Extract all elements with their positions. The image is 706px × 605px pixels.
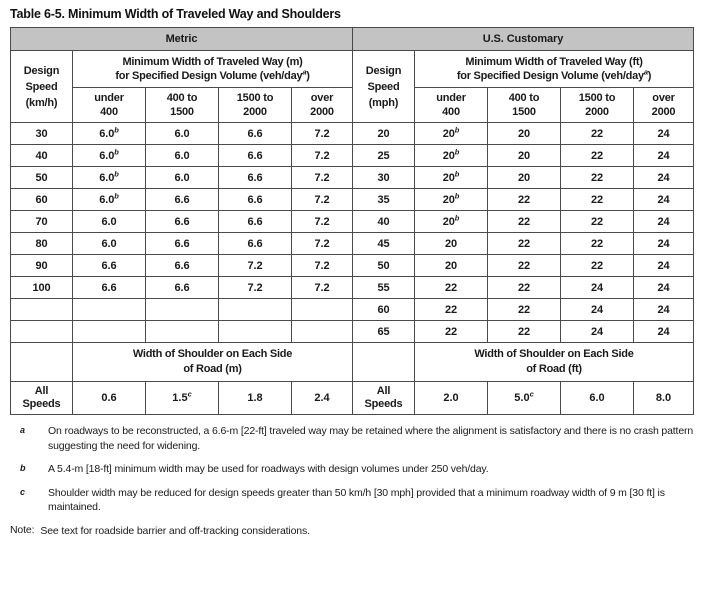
footnote-a-text: On roadways to be reconstructed, a 6.6-m [22-ft] traveled way may be retained where the alignment is satisfactory and there is no crash pattern suggesting the need for widening.	[48, 425, 694, 452]
metric-value-cell-0: 6.0$^b$	[73, 145, 146, 167]
us-col1-line2: 1500	[512, 106, 536, 118]
metric-shoulder-value-0: 0.6	[73, 382, 146, 415]
metric-value-cell-1	[146, 321, 219, 343]
us-value-cell-0: 20$^b$	[415, 145, 488, 167]
us-speed-cell: 50	[353, 255, 415, 277]
us-shoulder-value-3: 8.0	[634, 382, 694, 415]
us-value-cell-2: 22	[561, 123, 634, 145]
metric-speed-cell: 60	[11, 189, 73, 211]
metric-shoulder-header	[73, 343, 353, 382]
metric-shoulder-sup-1: c	[187, 389, 192, 399]
us-shoulder-spacer	[353, 343, 415, 382]
shoulder-value-row	[11, 382, 694, 415]
metric-speed-cell: 70	[11, 211, 73, 233]
us-value-cell-2: 24	[561, 277, 634, 299]
system-band-row	[11, 28, 694, 51]
metric-speed-cell: 90	[11, 255, 73, 277]
us-shoulder-line1: Width of Shoulder on Each Side	[474, 348, 634, 360]
metric-speed-cell: 30	[11, 123, 73, 145]
band-metric: Metric	[11, 28, 353, 51]
table-row	[11, 211, 694, 233]
metric-group-header	[73, 51, 353, 88]
metric-design-speed-header	[11, 51, 73, 123]
metric-col0-line2: 400	[100, 106, 118, 118]
metric-value-cell-2: 7.2	[219, 255, 292, 277]
us-value-cell-0: 22	[415, 299, 488, 321]
us-col-header-1	[488, 88, 561, 123]
us-col0-line2: 400	[442, 106, 460, 118]
metric-value-cell-0: 6.0	[73, 233, 146, 255]
metric-value-cell-2: 6.6	[219, 167, 292, 189]
us-footnote-marker-0: b	[454, 124, 460, 134]
us-value-cell-3: 24	[634, 167, 694, 189]
us-speed-cell: 35	[353, 189, 415, 211]
metric-value-cell-2	[219, 299, 292, 321]
note-label: Note:	[10, 523, 35, 536]
us-value-cell-0: 20$^b$	[415, 167, 488, 189]
footnote-c-marker: c	[20, 486, 26, 497]
metric-value-cell-2: 6.6	[219, 233, 292, 255]
metric-footnote-marker-0: b	[114, 168, 119, 178]
us-value-cell-2: 24	[561, 299, 634, 321]
metric-value-cell-0: 6.0	[73, 211, 146, 233]
table-note	[10, 524, 694, 539]
us-col1-line1: 400 to	[508, 92, 540, 104]
us-speed-cell: 60	[353, 299, 415, 321]
us-value-cell-0: 20$^b$	[415, 211, 488, 233]
metric-value-cell-1: 6.0	[146, 167, 219, 189]
us-speed-line1: Design	[365, 64, 402, 77]
metric-value-cell-1: 6.6	[146, 233, 219, 255]
table-row	[11, 277, 694, 299]
us-footnote-marker-0: b	[454, 168, 460, 178]
us-shoulder-value-2: 6.0	[561, 382, 634, 415]
us-value-cell-2: 22	[561, 233, 634, 255]
column-header-row	[11, 88, 694, 123]
group-header-row	[11, 51, 694, 88]
metric-shoulder-value-3: 2.4	[292, 382, 353, 415]
us-value-cell-0: 20$^b$	[415, 189, 488, 211]
us-col0-line1: under	[436, 92, 466, 104]
metric-col-header-0	[73, 88, 146, 123]
us-speed-cell: 25	[353, 145, 415, 167]
us-value-cell-3: 24	[634, 145, 694, 167]
us-shoulder-line2: of Road (ft)	[526, 363, 582, 375]
us-value-cell-0: 20	[415, 255, 488, 277]
metric-value-cell-2	[219, 321, 292, 343]
us-group-header	[415, 51, 694, 88]
us-col-header-2	[561, 88, 634, 123]
us-value-cell-0: 22	[415, 321, 488, 343]
us-col-header-3	[634, 88, 694, 123]
us-value-cell-3: 24	[634, 321, 694, 343]
metric-speed-line2: Speed	[25, 80, 58, 93]
metric-col3-line1: over	[310, 92, 334, 104]
band-us-customary: U.S. Customary	[353, 28, 694, 51]
metric-value-cell-2: 6.6	[219, 145, 292, 167]
us-group-line2: for Specified Design Volume (veh/day$^a$)	[456, 67, 652, 82]
us-value-cell-2: 22	[561, 211, 634, 233]
metric-value-cell-0: 6.6	[73, 277, 146, 299]
metric-value-cell-3: 7.2	[292, 189, 353, 211]
metric-value-cell-3: 7.2	[292, 277, 353, 299]
us-speed-cell: 45	[353, 233, 415, 255]
us-value-cell-2: 24	[561, 321, 634, 343]
us-col2-line1: 1500 to	[578, 92, 616, 104]
us-col2-line2: 2000	[585, 106, 609, 118]
metric-all-line1: All	[34, 385, 49, 397]
metric-all-speeds-label	[11, 382, 73, 415]
metric-footnote-marker-0: b	[114, 190, 119, 200]
us-col3-line1: over	[652, 92, 675, 104]
metric-speed-cell: 80	[11, 233, 73, 255]
metric-col2-line2: 2000	[243, 106, 267, 118]
table-row	[11, 299, 694, 321]
us-value-cell-3: 24	[634, 233, 694, 255]
metric-group-footnote-marker: a	[302, 67, 307, 77]
metric-value-cell-1: 6.6	[146, 189, 219, 211]
us-value-cell-0: 20	[415, 233, 488, 255]
metric-speed-cell	[11, 299, 73, 321]
us-value-cell-2: 22	[561, 189, 634, 211]
us-value-cell-2: 22	[561, 145, 634, 167]
us-speed-line3: (mph)	[368, 96, 399, 109]
footnote-b-marker: b	[20, 463, 26, 473]
us-speed-cell: 55	[353, 277, 415, 299]
us-value-cell-1: 22	[488, 321, 561, 343]
table-row	[11, 167, 694, 189]
table-row	[11, 123, 694, 145]
metric-footnote-marker-0: b	[114, 124, 119, 134]
metric-col-header-2	[219, 88, 292, 123]
metric-value-cell-0: 6.0$^b$	[73, 123, 146, 145]
table-row	[11, 255, 694, 277]
metric-value-cell-0: 6.0$^b$	[73, 189, 146, 211]
us-shoulder-sup-1: c	[529, 389, 534, 399]
us-group-footnote-marker: a	[643, 67, 648, 77]
metric-col-header-1	[146, 88, 219, 123]
metric-value-cell-1: 6.0	[146, 123, 219, 145]
us-value-cell-3: 24	[634, 277, 694, 299]
metric-shoulder-spacer	[11, 343, 73, 382]
metric-col0-line1: under	[94, 92, 124, 104]
us-footnote-marker-0: b	[454, 190, 460, 200]
metric-group-line2: for Specified Design Volume (veh/day$^a$)	[115, 67, 310, 82]
footnote-c	[10, 486, 694, 515]
table-row	[11, 145, 694, 167]
metric-value-cell-1	[146, 299, 219, 321]
us-value-cell-1: 20	[488, 167, 561, 189]
metric-value-cell-0: 6.6	[73, 255, 146, 277]
us-value-cell-0: 22	[415, 277, 488, 299]
shoulder-header-row	[11, 343, 694, 382]
metric-value-cell-3: 7.2	[292, 167, 353, 189]
us-value-cell-3: 24	[634, 189, 694, 211]
metric-value-cell-2: 7.2	[219, 277, 292, 299]
metric-value-cell-1: 6.0	[146, 145, 219, 167]
us-footnote-marker-0: b	[454, 212, 460, 222]
us-value-cell-1: 22	[488, 189, 561, 211]
metric-value-cell-3: 7.2	[292, 145, 353, 167]
table-row	[11, 321, 694, 343]
metric-shoulder-line1: Width of Shoulder on Each Side	[132, 348, 293, 360]
metric-col1-line1: 400 to	[166, 92, 198, 104]
metric-value-cell-2: 6.6	[219, 189, 292, 211]
note-text: See text for roadside barrier and off-tracking considerations.	[40, 524, 310, 537]
metric-speed-cell: 50	[11, 167, 73, 189]
us-value-cell-1: 22	[488, 299, 561, 321]
us-design-speed-header	[353, 51, 415, 123]
us-shoulder-header	[415, 343, 694, 382]
metric-speed-line3: (km/h)	[25, 96, 58, 109]
table-row	[11, 233, 694, 255]
metric-col-header-3	[292, 88, 353, 123]
metric-speed-cell	[11, 321, 73, 343]
us-value-cell-0: 20$^b$	[415, 123, 488, 145]
us-value-cell-1: 22	[488, 277, 561, 299]
us-value-cell-2: 22	[561, 167, 634, 189]
us-shoulder-value-1: 5.0$^c$	[488, 382, 561, 415]
metric-speed-line1: Design	[23, 64, 60, 77]
us-all-line2: Speeds	[364, 398, 403, 410]
metric-speed-cell: 100	[11, 277, 73, 299]
metric-value-cell-0	[73, 321, 146, 343]
us-speed-cell: 65	[353, 321, 415, 343]
metric-value-cell-2: 6.6	[219, 123, 292, 145]
metric-value-cell-1: 6.6	[146, 255, 219, 277]
metric-value-cell-3: 7.2	[292, 255, 353, 277]
metric-value-cell-1: 6.6	[146, 277, 219, 299]
metric-value-cell-3	[292, 299, 353, 321]
footnote-b-text: A 5.4-m [18-ft] minimum width may be used for roadways with design volumes under 250 veh/day.	[48, 463, 489, 475]
us-col-header-0	[415, 88, 488, 123]
metric-shoulder-value-2: 1.8	[219, 382, 292, 415]
footnote-a	[10, 424, 694, 453]
metric-value-cell-1: 6.6	[146, 211, 219, 233]
metric-shoulder-line2: of Road (m)	[183, 363, 242, 375]
page-title: Table 6-5. Minimum Width of Traveled Way and Shoulders	[10, 7, 341, 21]
us-speed-line2: Speed	[367, 80, 400, 93]
minimum-width-table	[10, 27, 694, 415]
us-speed-cell: 20	[353, 123, 415, 145]
metric-shoulder-value-1: 1.5$^c$	[146, 382, 219, 415]
metric-value-cell-3	[292, 321, 353, 343]
metric-col1-line2: 1500	[170, 106, 194, 118]
metric-group-line1: Minimum Width of Traveled Way (m)	[122, 56, 303, 68]
us-group-line1: Minimum Width of Traveled Way (ft)	[465, 56, 643, 68]
us-footnote-marker-0: b	[454, 146, 460, 156]
footnotes	[0, 424, 706, 538]
us-value-cell-1: 22	[488, 211, 561, 233]
us-all-speeds-label	[353, 382, 415, 415]
us-value-cell-1: 22	[488, 233, 561, 255]
metric-all-line2: Speeds	[22, 398, 61, 410]
metric-value-cell-3: 7.2	[292, 123, 353, 145]
us-speed-cell: 40	[353, 211, 415, 233]
us-value-cell-3: 24	[634, 255, 694, 277]
table-row	[11, 189, 694, 211]
metric-value-cell-3: 7.2	[292, 233, 353, 255]
metric-col3-line2: 2000	[310, 106, 334, 118]
us-value-cell-2: 22	[561, 255, 634, 277]
us-col3-line2: 2000	[651, 106, 676, 118]
us-value-cell-3: 24	[634, 299, 694, 321]
us-value-cell-3: 24	[634, 211, 694, 233]
us-value-cell-1: 20	[488, 145, 561, 167]
metric-value-cell-0	[73, 299, 146, 321]
data-rows	[11, 123, 694, 343]
metric-value-cell-2: 6.6	[219, 211, 292, 233]
footnote-b	[10, 462, 694, 477]
us-value-cell-3: 24	[634, 123, 694, 145]
us-value-cell-1: 20	[488, 123, 561, 145]
metric-speed-cell: 40	[11, 145, 73, 167]
metric-col2-line1: 1500 to	[236, 92, 274, 104]
metric-footnote-marker-0: b	[114, 146, 119, 156]
metric-value-cell-3: 7.2	[292, 211, 353, 233]
us-shoulder-value-0: 2.0	[415, 382, 488, 415]
footnote-c-text: Shoulder width may be reduced for design speeds greater than 50 km/h [30 mph] provided that a minimum roadway width of 9 m [30 ft] is maintained.	[48, 486, 665, 513]
us-speed-cell: 30	[353, 167, 415, 189]
footnote-a-marker: a	[20, 425, 26, 435]
us-value-cell-1: 22	[488, 255, 561, 277]
metric-value-cell-0: 6.0$^b$	[73, 167, 146, 189]
us-all-line1: All	[376, 385, 391, 397]
